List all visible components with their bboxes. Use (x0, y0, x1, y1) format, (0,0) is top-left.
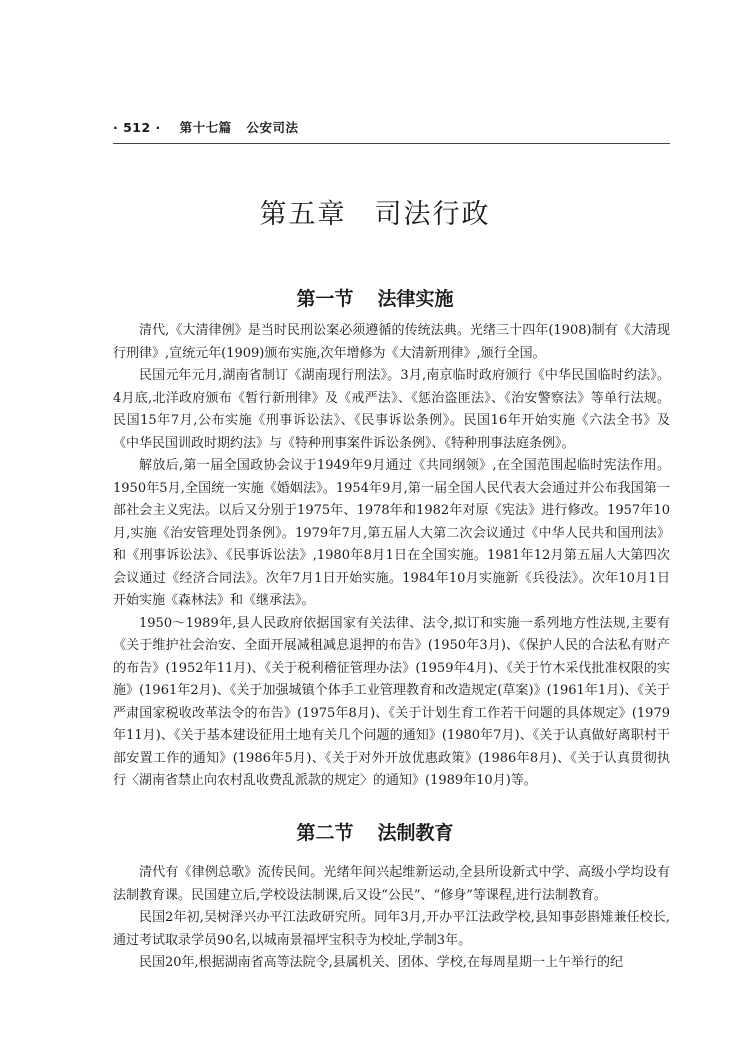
section-2-body (113, 862, 670, 975)
header-rule (113, 143, 670, 144)
section-1-title (0, 284, 750, 311)
page-number: · 512 · (113, 120, 161, 135)
paragraph: 清代,《大清律例》是当时民刑讼案必须遵循的传统法典。光绪三十四年(1908)制有《大清现行刑律》,宣统元年(1909)颁布实施,次年增修为《大清新刑律》,颁行全国。 (113, 323, 670, 361)
chapter-title (0, 192, 750, 231)
part-title: 公安司法 (246, 120, 299, 135)
paragraph: 解放后,第一届全国政协会议于1949年9月通过《共同纲领》,在全国范围起临时宪法作用。1950年5月,全国统一实施《婚姻法》。1954年9月,第一届全国人民代表大会通过并公布我国第一部社会主义宪法。以后又分别于1975年、1978年和1982年对原《宪法》进行修改。1957年10月,实施《治安管理处罚条例》。1979年7月,第五届人大第二次会议通过《中华人民共和国刑法》和《刑事诉讼法》、《民事诉讼法》,1980年8月1日在全国实施。1981年12月第五届人大第四次会议通过《经济合同法》。次年7月1日开始实施。1984年10月实施新《兵役法》。次年10月1日开始实施《森林法》和《继承法》。 (113, 458, 670, 608)
section-1-number: 第一节 (296, 288, 354, 310)
section-2-title (0, 818, 750, 845)
running-header (113, 118, 663, 136)
part-label: 第十七篇 (179, 120, 232, 135)
section-2-number: 第二节 (296, 822, 354, 844)
section-1-body (113, 320, 670, 793)
section-2-name: 法制教育 (377, 822, 454, 844)
paragraph: 民国元年元月,湖南省制订《湖南现行刑法》。3月,南京临时政府颁行《中华民国临时约法》。4月底,北洋政府颁布《暂行新刑律》及《戒严法》、《惩治盗匪法》、《治安警察法》等单行法规。民国15年7月,公布实施《刑事诉讼法》、《民事诉讼条例》。民国16年开始实施《六法全书》及《中华民国训政时期约法》与《特种刑事案件诉讼条例》、《特种刑事法庭条例》。 (113, 368, 670, 451)
paragraph: 清代有《律例总歌》流传民间。光绪年间兴起维新运动,全县所设新式中学、高级小学均设有法制教育课。民国建立后,学校设法制课,后又设“公民”、“修身”等课程,进行法制教育。 (113, 865, 670, 903)
paragraph: 1950～1989年,县人民政府依据国家有关法律、法令,拟订和实施一系列地方性法规,主要有《关于维护社会治安、全面开展减租减息退押的布告》(1950年3月)、《保护人民的合法私有财产的布告》(1952年11月)、《关于税利稽征管理办法》(1959年4月)、《关于竹木采伐批准权限的实施》(1961年2月)、《关于加强城镇个体手工业管理教育和改造规定(草案)》(1961年1月)、《关于严肃国家税收改革法令的布告》(1975年8月)、《关于计划生育工作若干问题的具体规定》(1979年11月)、《关于基本建设征用土地有关几个问题的通知》(1980年7月)、《关于认真做好离职村干部安置工作的通知》(1986年5月)、《关于对外开放优惠政策》(1986年8月)、《关于认真贯彻执行〈湖南省禁止向农村乱收费乱派款的规定〉的通知》(1989年10月)等。 (113, 615, 670, 788)
chapter-number: 第五章 (259, 199, 347, 230)
chapter-name: 司法行政 (374, 199, 491, 230)
paragraph: 民国20年,根据湖南省高等法院令,县属机关、团体、学校,在每周星期一上午举行的纪 (139, 955, 623, 970)
section-1-name: 法律实施 (377, 288, 454, 310)
paragraph: 民国2年初,吴树泽兴办平江法政研究所。同年3月,开办平江法政学校,县知事彭斟雉兼任校长,通过考试取录学员90名,以城南景福坪宝积寺为校址,学制3年。 (113, 910, 670, 948)
